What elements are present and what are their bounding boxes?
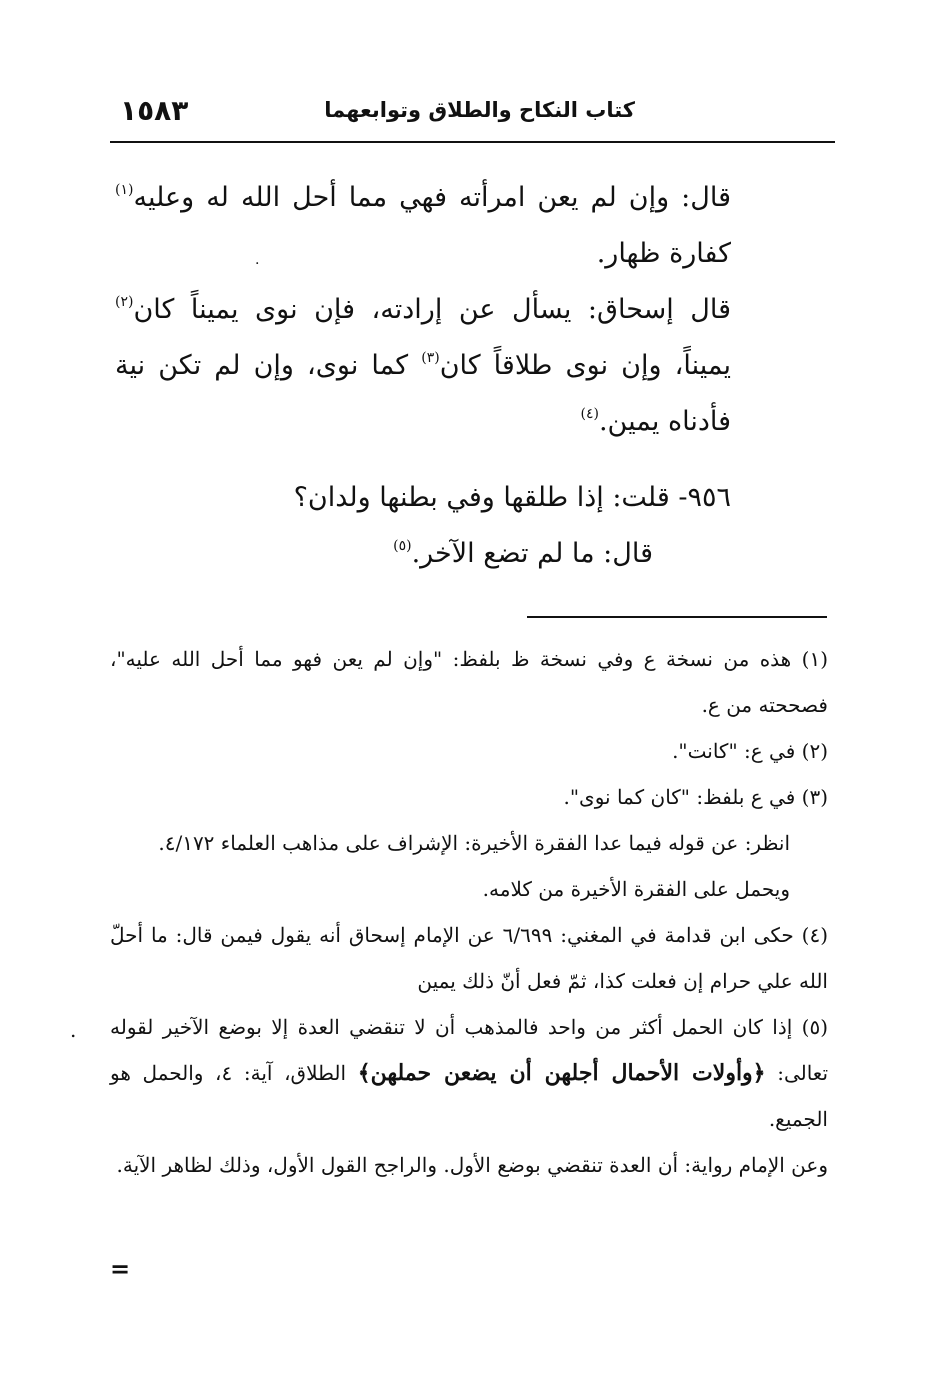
footnote-3-note-a: انظر: عن قوله فيما عدا الفقرة الأخيرة: الإشراف على مذاهب العلماء ٤/١٧٢. <box>158 831 790 855</box>
p2-text-c: كما نوى، وإن لم تكن نية فأدناه يمين. <box>115 350 731 437</box>
footnotes <box>110 636 828 1188</box>
header-rule <box>110 141 835 143</box>
question-956: ٩٥٦- قلت: إذا طلقها وفي بطنها ولدان؟ <box>293 482 731 513</box>
paragraph-2 <box>115 282 731 450</box>
footnote-ref-5: (٥) <box>393 538 412 554</box>
footnote-5-text-b: الطلاق، آية: ٤، والحمل هو الجميع. <box>110 1061 828 1131</box>
footnote-ref-3: (٣) <box>421 350 440 366</box>
footnote-3: (٣) في ع بلفظ: "كان كما نوى". <box>563 785 828 809</box>
footnote-ref-4: (٤) <box>580 406 599 422</box>
footnote-2: (٢) في ع: "كانت". <box>672 739 828 763</box>
margin-dot: . <box>70 1018 77 1042</box>
answer-text: قال: ما لم تضع الآخر. <box>411 538 653 569</box>
quran-quote: ﴿وأولات الأحمال أجلهن أن يضعن حملهن﴾ <box>357 1060 766 1086</box>
footnote-5-continued: وعن الإمام رواية: أن العدة تنقضي بوضع الأول. والراجح القول الأول، وذلك لظاهر الآية. <box>116 1153 828 1177</box>
footnote-5-text-a: (٥) إذا كان الحمل أكثر من واحد فالمذهب أن لا تنقضي العدة إلا بوضع الآخير لقوله تعالى: <box>110 1015 829 1085</box>
footnote-4: (٤) حكى ابن قدامة في المغني: ٦/٦٩٩ عن الإمام إسحاق أنه يقول فيمن قال: ما أحلّ الله علي حرام إن فعلت كذا، ثمّ فعل أنّ ذلك يمين <box>110 923 828 993</box>
footnote-ref-1: (١) <box>115 182 134 198</box>
p1-text-a: قال: وإن لم يعن امرأته فهي مما أحل الله له وعليه <box>133 182 731 213</box>
continuation-mark: = <box>110 1254 131 1283</box>
paragraph-1 <box>115 170 731 282</box>
footnote-5 <box>110 1004 828 1142</box>
header-title: كتاب النكاح والطلاق وتوابعهما <box>324 98 635 122</box>
footnote-1: (١) هذه من نسخة ع وفي نسخة ظ بلفظ: "وإن لم يعن فهو مما أحل الله عليه"، فصححته من ع. <box>110 647 828 717</box>
footnote-rule <box>527 616 827 618</box>
p2-text-b: يميناً، وإن نوى طلاقاً كان <box>439 350 732 381</box>
footnote-ref-2: (٢) <box>115 294 134 310</box>
p1-text-b: كفارة ظهار. <box>596 238 731 269</box>
footnote-3-note-b: ويحمل على الفقرة الأخيرة من كلامه. <box>482 877 790 901</box>
p2-text-a: قال إسحاق: يسأل عن إرادته، فإن نوى يميناً كان <box>133 294 731 325</box>
page-number: ١٥٨٣ <box>120 94 189 127</box>
running-header <box>110 92 835 142</box>
main-text <box>115 170 731 582</box>
answer-956 <box>115 526 731 582</box>
stray-dot: . <box>255 252 260 268</box>
